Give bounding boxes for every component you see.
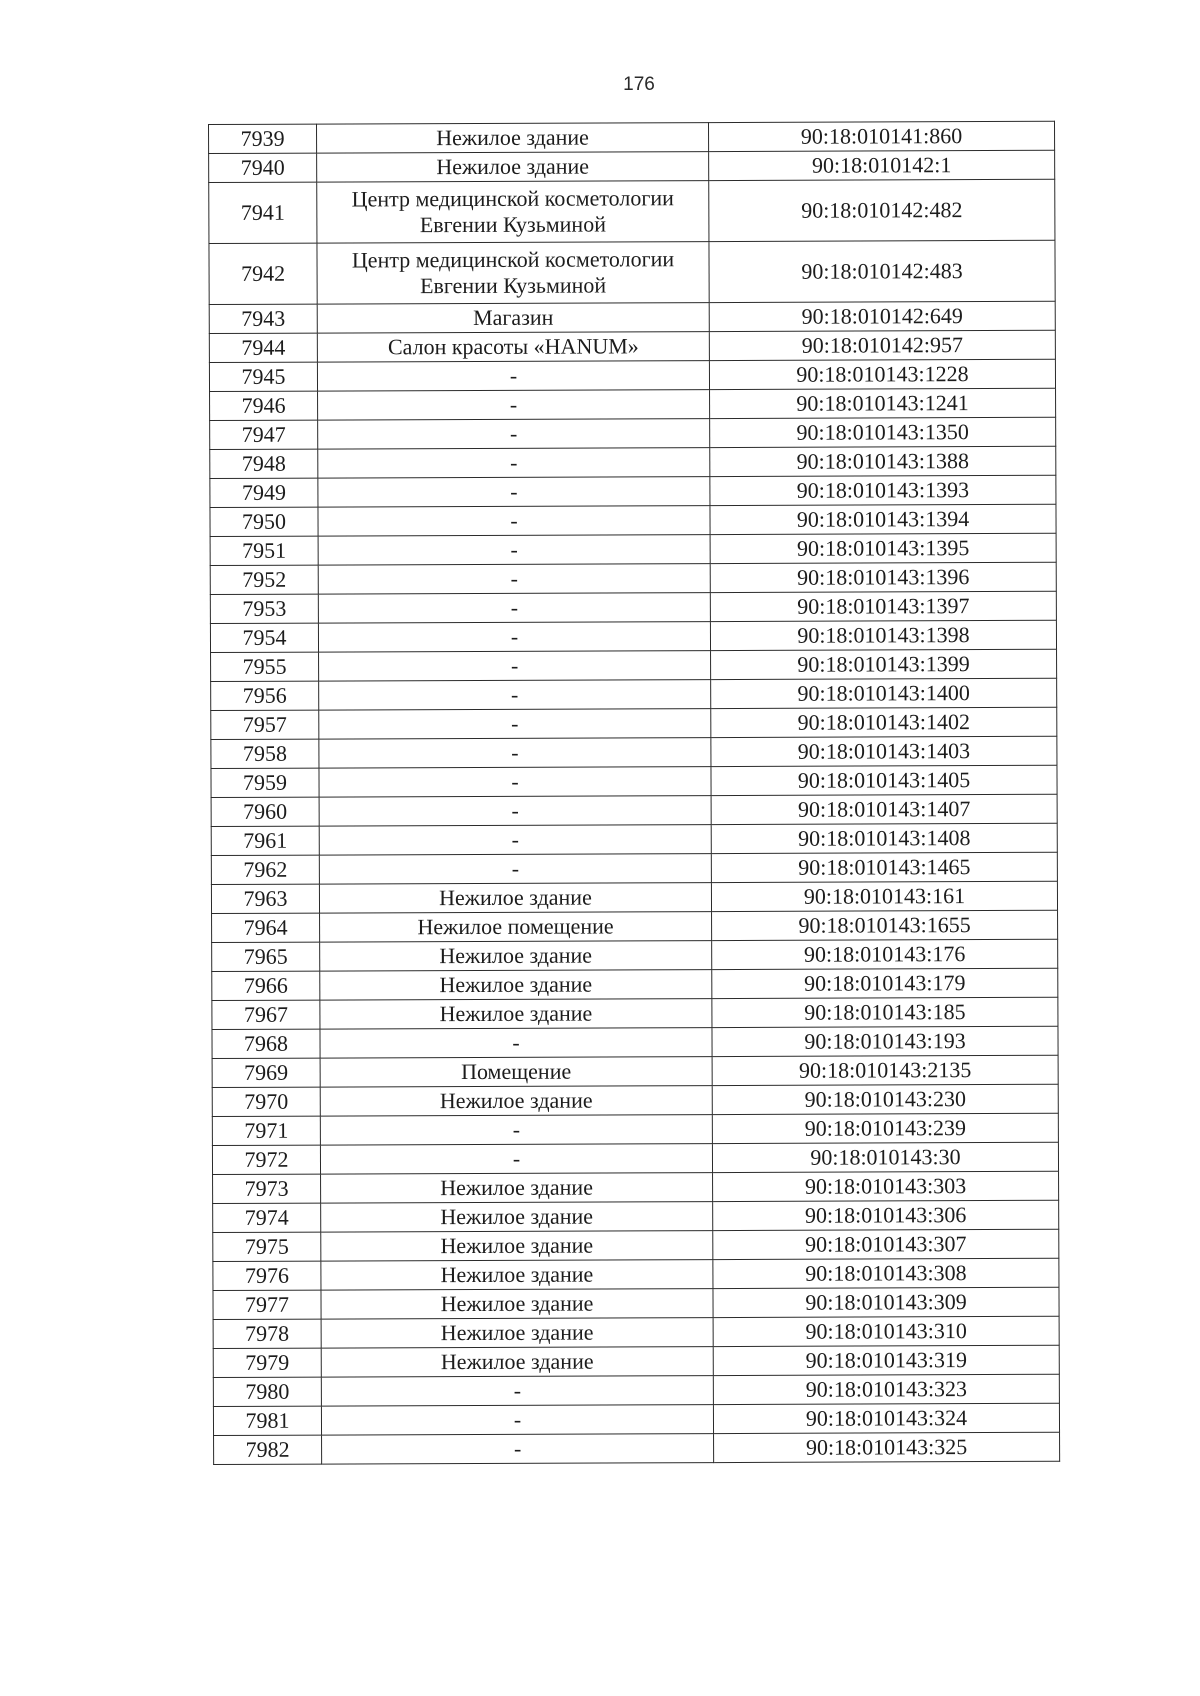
object-name-cell: Нежилое здание bbox=[321, 1260, 713, 1291]
row-number-cell: 7940 bbox=[209, 153, 317, 182]
table-row bbox=[212, 968, 1058, 1000]
table-row bbox=[210, 446, 1056, 478]
cadastral-number-cell: 90:18:010143:1396 bbox=[710, 562, 1056, 592]
table-row bbox=[210, 620, 1056, 652]
row-number-cell: 7954 bbox=[210, 623, 318, 652]
row-number-cell: 7964 bbox=[212, 913, 320, 942]
object-name-cell: Нежилое здание bbox=[321, 1173, 713, 1204]
cadastral-number-cell: 90:18:010143:307 bbox=[713, 1229, 1059, 1259]
table-row bbox=[211, 852, 1057, 884]
table-row bbox=[209, 121, 1055, 153]
cadastral-number-cell: 90:18:010143:309 bbox=[713, 1287, 1059, 1317]
row-number-cell: 7948 bbox=[210, 449, 318, 478]
row-number-cell: 7974 bbox=[213, 1203, 321, 1232]
row-number-cell: 7960 bbox=[211, 797, 319, 826]
cadastral-number-cell: 90:18:010143:319 bbox=[713, 1345, 1059, 1375]
object-name-cell: Нежилое здание bbox=[320, 999, 712, 1030]
row-number-cell: 7980 bbox=[213, 1377, 321, 1406]
table-row bbox=[213, 1287, 1059, 1319]
object-name-cell: - bbox=[321, 1405, 713, 1436]
cadastral-number-cell: 90:18:010143:239 bbox=[712, 1113, 1058, 1143]
cadastral-number-cell: 90:18:010143:230 bbox=[712, 1084, 1058, 1114]
table-row bbox=[214, 1432, 1060, 1464]
table-row bbox=[212, 1142, 1058, 1174]
table-row bbox=[212, 910, 1058, 942]
cadastral-number-cell: 90:18:010143:324 bbox=[713, 1403, 1059, 1433]
cadastral-number-cell: 90:18:010143:1393 bbox=[710, 475, 1056, 505]
table-row bbox=[213, 1316, 1059, 1348]
object-name-cell: - bbox=[320, 1115, 712, 1146]
table-row bbox=[210, 388, 1056, 420]
table-row bbox=[211, 794, 1057, 826]
object-name-cell: - bbox=[318, 506, 710, 537]
row-number-cell: 7941 bbox=[209, 182, 317, 243]
object-name-cell: Центр медицинской косметологии Евгении Кузьминой bbox=[317, 242, 709, 305]
cadastral-number-cell: 90:18:010143:179 bbox=[712, 968, 1058, 998]
table-row bbox=[209, 301, 1055, 333]
row-number-cell: 7976 bbox=[213, 1261, 321, 1290]
object-name-cell: - bbox=[318, 419, 710, 450]
row-number-cell: 7966 bbox=[212, 971, 320, 1000]
table-row bbox=[210, 475, 1056, 507]
object-name-cell: - bbox=[319, 709, 711, 740]
row-number-cell: 7957 bbox=[211, 710, 319, 739]
cadastral-number-cell: 90:18:010142:649 bbox=[709, 301, 1055, 331]
row-number-cell: 7953 bbox=[210, 594, 318, 623]
table-row bbox=[211, 678, 1057, 710]
table-row bbox=[210, 417, 1056, 449]
cadastral-number-cell: 90:18:010141:860 bbox=[708, 121, 1054, 151]
object-name-cell: Нежилое здание bbox=[321, 1347, 713, 1378]
object-name-cell: - bbox=[318, 390, 710, 421]
row-number-cell: 7965 bbox=[212, 942, 320, 971]
object-name-cell: Нежилое здание bbox=[317, 152, 709, 183]
object-name-cell: - bbox=[318, 593, 710, 624]
cadastral-number-cell: 90:18:010143:185 bbox=[712, 997, 1058, 1027]
row-number-cell: 7968 bbox=[212, 1029, 320, 1058]
row-number-cell: 7973 bbox=[213, 1174, 321, 1203]
cadastral-number-cell: 90:18:010143:1403 bbox=[711, 736, 1057, 766]
cadastral-number-cell: 90:18:010143:1388 bbox=[710, 446, 1056, 476]
cadastral-number-cell: 90:18:010143:1399 bbox=[711, 649, 1057, 679]
object-name-cell: Нежилое здание bbox=[321, 1289, 713, 1320]
object-name-cell: - bbox=[319, 825, 711, 856]
table-row bbox=[212, 1026, 1058, 1058]
object-name-cell: - bbox=[319, 767, 711, 798]
table-row bbox=[209, 179, 1055, 243]
cadastral-number-cell: 90:18:010143:176 bbox=[712, 939, 1058, 969]
table-row bbox=[213, 1345, 1059, 1377]
cadastral-number-cell: 90:18:010143:30 bbox=[712, 1142, 1058, 1172]
row-number-cell: 7955 bbox=[211, 652, 319, 681]
cadastral-number-cell: 90:18:010143:325 bbox=[714, 1432, 1060, 1462]
table-row bbox=[210, 562, 1056, 594]
table-row bbox=[213, 1403, 1059, 1435]
cadastral-number-cell: 90:18:010143:1350 bbox=[710, 417, 1056, 447]
object-name-cell: - bbox=[319, 796, 711, 827]
table-row bbox=[210, 504, 1056, 536]
row-number-cell: 7942 bbox=[209, 243, 317, 304]
cadastral-number-cell: 90:18:010143:193 bbox=[712, 1026, 1058, 1056]
cadastral-number-cell: 90:18:010143:161 bbox=[711, 881, 1057, 911]
row-number-cell: 7956 bbox=[211, 681, 319, 710]
table-row bbox=[213, 1374, 1059, 1406]
row-number-cell: 7975 bbox=[213, 1232, 321, 1261]
cadastral-number-cell: 90:18:010143:306 bbox=[713, 1200, 1059, 1230]
row-number-cell: 7952 bbox=[210, 565, 318, 594]
row-number-cell: 7949 bbox=[210, 478, 318, 507]
row-number-cell: 7970 bbox=[212, 1087, 320, 1116]
object-name-cell: Нежилое здание bbox=[321, 1231, 713, 1262]
row-number-cell: 7947 bbox=[210, 420, 318, 449]
row-number-cell: 7977 bbox=[213, 1290, 321, 1319]
row-number-cell: 7945 bbox=[209, 362, 317, 391]
table-row bbox=[209, 359, 1055, 391]
cadastral-number-cell: 90:18:010143:1400 bbox=[711, 678, 1057, 708]
row-number-cell: 7962 bbox=[211, 855, 319, 884]
table-row bbox=[213, 1229, 1059, 1261]
row-number-cell: 7939 bbox=[209, 124, 317, 153]
object-name-cell: - bbox=[320, 1144, 712, 1175]
cadastral-number-cell: 90:18:010143:2135 bbox=[712, 1055, 1058, 1085]
table-row bbox=[209, 330, 1055, 362]
object-name-cell: - bbox=[319, 738, 711, 769]
table-row bbox=[212, 939, 1058, 971]
object-name-cell: Нежилое здание bbox=[320, 941, 712, 972]
cadastral-number-cell: 90:18:010143:1228 bbox=[709, 359, 1055, 389]
object-name-cell: - bbox=[319, 651, 711, 682]
table-row bbox=[213, 1258, 1059, 1290]
object-name-cell: - bbox=[317, 361, 709, 392]
cadastral-number-cell: 90:18:010143:303 bbox=[713, 1171, 1059, 1201]
table-row bbox=[213, 1171, 1059, 1203]
row-number-cell: 7969 bbox=[212, 1058, 320, 1087]
table-row bbox=[212, 1055, 1058, 1087]
table-row bbox=[212, 1113, 1058, 1145]
cadastral-number-cell: 90:18:010143:1655 bbox=[712, 910, 1058, 940]
object-name-cell: - bbox=[320, 1028, 712, 1059]
row-number-cell: 7946 bbox=[210, 391, 318, 420]
row-number-cell: 7961 bbox=[211, 826, 319, 855]
table-row bbox=[209, 150, 1055, 182]
cadastral-number-cell: 90:18:010143:1394 bbox=[710, 504, 1056, 534]
object-name-cell: - bbox=[318, 448, 710, 479]
cadastral-number-cell: 90:18:010143:1407 bbox=[711, 794, 1057, 824]
table-row bbox=[211, 823, 1057, 855]
cadastral-number-cell: 90:18:010143:1465 bbox=[711, 852, 1057, 882]
row-number-cell: 7944 bbox=[209, 333, 317, 362]
object-name-cell: Помещение bbox=[320, 1057, 712, 1088]
table-row bbox=[211, 881, 1057, 913]
object-name-cell: Нежилое здание bbox=[319, 883, 711, 914]
row-number-cell: 7979 bbox=[213, 1348, 321, 1377]
table-row bbox=[209, 240, 1055, 304]
cadastral-number-cell: 90:18:010142:482 bbox=[709, 179, 1055, 241]
object-name-cell: - bbox=[318, 477, 710, 508]
table-row bbox=[211, 736, 1057, 768]
cadastral-number-cell: 90:18:010142:1 bbox=[709, 150, 1055, 180]
row-number-cell: 7981 bbox=[213, 1406, 321, 1435]
cadastral-number-cell: 90:18:010143:1397 bbox=[710, 591, 1056, 621]
row-number-cell: 7967 bbox=[212, 1000, 320, 1029]
property-table bbox=[208, 121, 1060, 1465]
object-name-cell: Нежилое здание bbox=[321, 1318, 713, 1349]
row-number-cell: 7971 bbox=[212, 1116, 320, 1145]
row-number-cell: 7978 bbox=[213, 1319, 321, 1348]
row-number-cell: 7972 bbox=[212, 1145, 320, 1174]
row-number-cell: 7943 bbox=[209, 304, 317, 333]
row-number-cell: 7959 bbox=[211, 768, 319, 797]
object-name-cell: Нежилое здание bbox=[320, 1086, 712, 1117]
cadastral-number-cell: 90:18:010143:1405 bbox=[711, 765, 1057, 795]
object-name-cell: - bbox=[318, 622, 710, 653]
object-name-cell: - bbox=[322, 1434, 714, 1465]
object-name-cell: - bbox=[321, 1376, 713, 1407]
object-name-cell: Нежилое здание bbox=[320, 970, 712, 1001]
object-name-cell: - bbox=[318, 535, 710, 566]
cadastral-number-cell: 90:18:010143:1402 bbox=[711, 707, 1057, 737]
object-name-cell: Нежилое здание bbox=[321, 1202, 713, 1233]
cadastral-number-cell: 90:18:010143:1408 bbox=[711, 823, 1057, 853]
cadastral-number-cell: 90:18:010143:310 bbox=[713, 1316, 1059, 1346]
object-name-cell: Центр медицинской косметологии Евгении Кузьминой bbox=[317, 181, 709, 244]
table-row bbox=[210, 591, 1056, 623]
object-name-cell: Нежилое помещение bbox=[320, 912, 712, 943]
table-body bbox=[209, 121, 1060, 1464]
row-number-cell: 7982 bbox=[214, 1435, 322, 1464]
cadastral-number-cell: 90:18:010142:957 bbox=[709, 330, 1055, 360]
table-row bbox=[212, 1084, 1058, 1116]
cadastral-number-cell: 90:18:010143:1398 bbox=[710, 620, 1056, 650]
table-row bbox=[211, 649, 1057, 681]
row-number-cell: 7951 bbox=[210, 536, 318, 565]
cadastral-number-cell: 90:18:010143:1395 bbox=[710, 533, 1056, 563]
row-number-cell: 7950 bbox=[210, 507, 318, 536]
page-number: 176 bbox=[623, 74, 655, 95]
table-row bbox=[210, 533, 1056, 565]
cadastral-number-cell: 90:18:010143:323 bbox=[713, 1374, 1059, 1404]
cadastral-number-cell: 90:18:010142:483 bbox=[709, 240, 1055, 302]
cadastral-number-cell: 90:18:010143:308 bbox=[713, 1258, 1059, 1288]
table-row bbox=[212, 997, 1058, 1029]
table-row bbox=[211, 765, 1057, 797]
table-row bbox=[211, 707, 1057, 739]
object-name-cell: - bbox=[318, 564, 710, 595]
table-row bbox=[213, 1200, 1059, 1232]
row-number-cell: 7958 bbox=[211, 739, 319, 768]
object-name-cell: Магазин bbox=[317, 303, 709, 334]
object-name-cell: - bbox=[319, 854, 711, 885]
object-name-cell: - bbox=[319, 680, 711, 711]
object-name-cell: Салон красоты «HANUM» bbox=[317, 332, 709, 363]
row-number-cell: 7963 bbox=[211, 884, 319, 913]
object-name-cell: Нежилое здание bbox=[317, 123, 709, 154]
cadastral-number-cell: 90:18:010143:1241 bbox=[710, 388, 1056, 418]
